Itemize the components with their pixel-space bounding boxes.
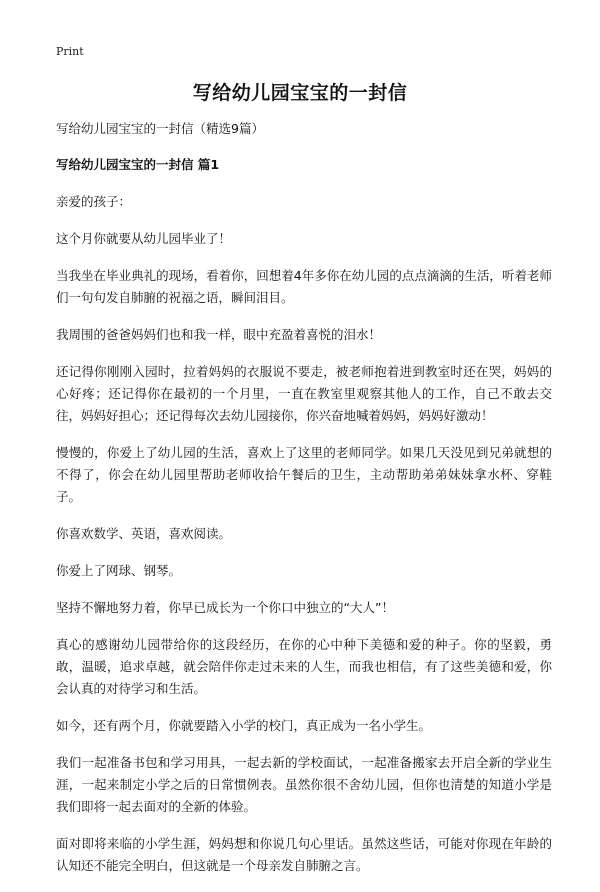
document-subtitle: 写给幼儿园宝宝的一封信（精选9篇） xyxy=(56,121,264,136)
paragraph: 如今，还有两个月，你就要踏入小学的校门，真正成为一名小学生。 xyxy=(56,718,432,733)
paragraph: 面对即将来临的小学生涯，妈妈想和你说几句心里话。虽然这些话，可能对你现在年龄的认知还不能完全明白，但这就是一个母亲发自肺腑之言。 xyxy=(56,836,552,873)
paragraph: 我们一起准备书包和学习用具，一起去新的学校面试，一起准备搬家去开启全新的学业生涯，一起来制定小学之后的日常惯例表。虽然你很不舍幼儿园，但你也清楚的知道小学是我们即将一起去面对的全新的体验。 xyxy=(56,755,552,814)
paragraph: 当我坐在毕业典礼的现场，看着你，回想着4年多你在幼儿园的点点滴滴的生活，听着老师们一句句发自肺腑的祝福之语，瞬间泪目。 xyxy=(56,268,552,305)
paragraph-greeting: 亲爱的孩子： xyxy=(56,194,132,209)
paragraph: 慢慢的，你爱上了幼儿园的生活，喜欢上了这里的老师同学。如果几天没见到兄弟就想的不得了，你会在幼儿园里帮助老师收拾午餐后的卫生，主动帮助弟弟妹妹拿水杯、穿鞋子。 xyxy=(56,445,552,504)
section-heading: 写给幼儿园宝宝的一封信 篇1 xyxy=(56,157,220,172)
paragraph: 我周围的爸爸妈妈们也和我一样，眼中充盈着喜悦的泪水！ xyxy=(56,327,382,342)
document-body xyxy=(56,118,552,892)
paragraph: 这个月你就要从幼儿园毕业了！ xyxy=(56,231,232,246)
paragraph: 坚持不懈地努力着，你早已成长为一个你口中独立的“大人”！ xyxy=(56,600,394,615)
paragraph: 还记得你刚刚入园时，拉着妈妈的衣服说不要走，被老师抱着进到教室时还在哭，妈妈的心好疼；还记得你在最初的一个月里，一直在教室里观察其他人的工作，自己不敢去交往，妈妈好担心；还记得每次去幼儿园接你，你兴奋地喊着妈妈，妈妈好激动！ xyxy=(56,364,552,423)
print-label: Print xyxy=(56,45,84,58)
document-title: 写给幼儿园宝宝的一封信 xyxy=(192,82,408,104)
paragraph: 真心的感谢幼儿园带给你的这段经历，在你的心中种下美德和爱的种子。你的坚毅，勇敢，温暖，追求卓越，就会陪伴你走过未来的人生，而我也相信，有了这些美德和爱，你会认真的对待学习和生活。 xyxy=(56,637,552,696)
paragraph: 你爱上了网球、钢琴。 xyxy=(56,563,182,578)
paragraph: 你喜欢数学、英语，喜欢阅读。 xyxy=(56,526,232,541)
